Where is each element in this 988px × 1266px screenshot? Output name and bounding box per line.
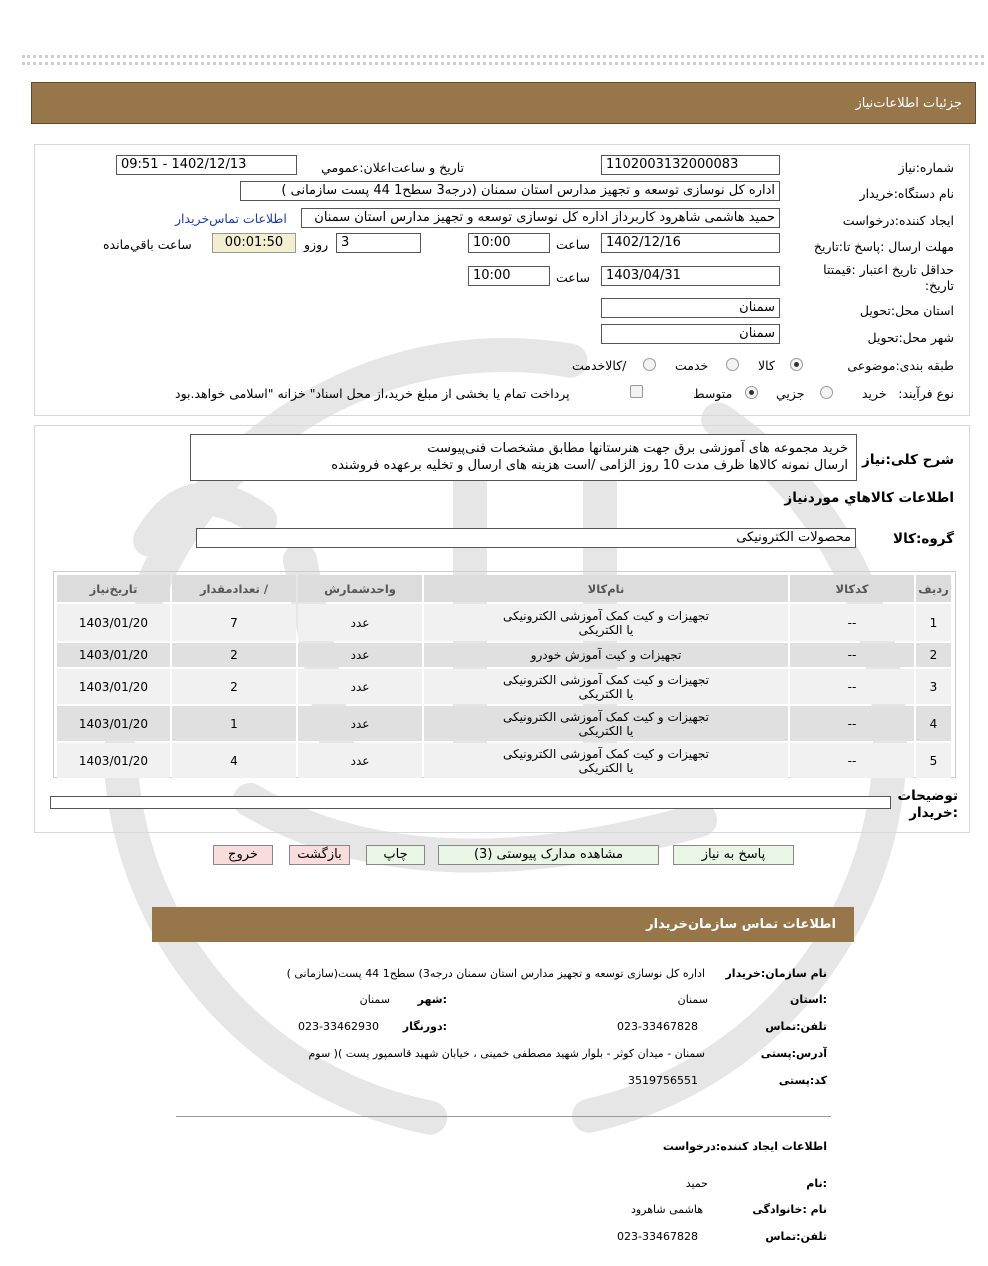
row-unit: عدد <box>350 679 370 694</box>
row-qty: 7 <box>230 615 238 630</box>
table-row <box>57 706 951 741</box>
buyer-field: اداره کل نوسازی توسعه و تجهیز مدارس استان سمنان (درجه3 سطح1 44 پست سازمانی ) <box>240 181 780 201</box>
creator-phone-value: 023-33467828 <box>617 1230 698 1243</box>
treasury-note: پرداخت تمام یا بخشی از مبلغ خرید،از محل اسناد" خزانه "اسلامی خواهد.بود <box>175 386 570 401</box>
province-field: سمنان <box>601 298 780 318</box>
row-index: 1 <box>929 615 938 630</box>
row-qty: 2 <box>230 648 238 662</box>
col-row: ردیف <box>916 575 951 602</box>
row-name-line-1: تجهیزات و کیت کمک آموزشی الکترونیکی <box>503 709 709 724</box>
description-label: شرح کلی:نیاز <box>862 452 954 468</box>
announce-label: تاریخ و ساعت‌اعلان:عمومي <box>321 160 464 175</box>
creator-phone-label: تلفن:تماس <box>765 1230 827 1243</box>
contact-postal-value: 3519756551 <box>628 1074 698 1087</box>
row-name-line-1: تجهیزات و کیت کمک آموزشی الکترونیکی <box>503 672 709 687</box>
row-date: 1403/01/20 <box>78 716 149 731</box>
contact-city-label: :شهر <box>417 993 447 1006</box>
table-row <box>57 669 951 704</box>
contact-address-value: سمنان - میدان کوثر - بلوار شهید مصطفی خمینی ، خیابان شهید قاسمپور پست )( سوم <box>308 1047 705 1060</box>
creator-name-label: :نام <box>806 1177 827 1190</box>
city-label: شهر محل:تحویل <box>867 330 954 345</box>
contact-province-value: سمنان <box>677 993 708 1006</box>
city-field: سمنان <box>601 324 780 344</box>
category-option-service: خدمت <box>675 358 709 373</box>
row-name-line-2: یا الکتریکی <box>578 760 634 775</box>
need-number-field: 1102003132000083 <box>601 155 780 175</box>
row-qty: 2 <box>230 679 238 694</box>
page-header <box>31 82 976 124</box>
row-name-line-2: یا الکتریکی <box>578 686 634 701</box>
days-label: روزو <box>304 237 329 252</box>
category-option-goods-service: /کالاخدمت <box>572 358 627 373</box>
deadline-date-field: 1402/12/16 <box>601 233 780 253</box>
exit-button[interactable]: خروج <box>213 845 273 865</box>
creator-family-label: نام :خانوادگی <box>752 1203 827 1216</box>
contact-fax-value: 023-33462930 <box>298 1020 379 1033</box>
deadline-time-field: 10:00 <box>468 233 550 253</box>
goods-section-label: اطلاعات کالاهاي موردنیاز <box>784 490 954 506</box>
contact-province-label: :استان <box>790 993 827 1006</box>
category-radio-goods-service[interactable] <box>643 358 656 371</box>
row-name-line-1: تجهیزات و کیت آموزش خودرو <box>530 648 682 662</box>
goods-group-field: محصولات الکترونیکی <box>196 528 856 548</box>
creator-name-value: حمید <box>685 1177 708 1190</box>
print-button[interactable]: چاپ <box>366 845 425 865</box>
table-row <box>57 604 951 641</box>
view-documents-button[interactable]: مشاهده مدارک پیوستی (3) <box>438 845 659 865</box>
row-index: 4 <box>929 716 938 731</box>
process-radio-minor[interactable] <box>820 386 833 399</box>
row-unit: عدد <box>350 753 370 768</box>
creator-section-title: اطلاعات ایجاد کننده:درخواست <box>662 1140 827 1153</box>
row-name <box>424 604 788 641</box>
row-unit: عدد <box>350 716 370 731</box>
process-label: نوع فرآیند: <box>898 386 954 401</box>
category-radio-service[interactable] <box>726 358 739 371</box>
category-option-goods: کالا <box>758 358 775 373</box>
row-name-line-2: یا الکتریکی <box>578 622 634 637</box>
contact-city-value: سمنان <box>359 993 390 1006</box>
col-code: کدکالا <box>790 575 914 602</box>
validity-label: حداقل تاریخ اعتبار :قیمتتا تاریخ: <box>823 262 954 293</box>
process-radio-medium[interactable] <box>745 386 758 399</box>
process-option-minor: جزیي <box>776 386 805 401</box>
contact-fax-label: :دورنگار <box>402 1020 447 1033</box>
col-date: تاریخ‌نیاز <box>57 575 170 602</box>
description-line-1: خرید مجموعه های آموزشی برق جهت هنرستانها مطابق مشخصات فنی‌پیوست <box>427 441 848 456</box>
items-table <box>55 573 953 780</box>
row-unit: عدد <box>350 615 370 630</box>
row-name <box>424 643 788 667</box>
creator-label: ایجاد کننده:درخواست <box>842 213 954 228</box>
creator-field: حمید هاشمی شاهرود کاربرداز اداره کل نوسازی توسعه و تجهیز مدارس استان سمنان <box>301 208 780 228</box>
process-buy-label: خرید <box>862 386 887 401</box>
buyer-label: نام دستگاه:خریدار <box>859 186 954 201</box>
contact-divider <box>176 1116 831 1117</box>
buyer-contact-link[interactable]: اطلاعات تماس‌خریدار <box>175 211 287 226</box>
days-field: 3 <box>336 233 421 253</box>
org-value: اداره کل نوسازی توسعه و تجهیز مدارس استان سمنان درجه3) سطح1 44 پست(سازمانی ) <box>286 967 705 980</box>
category-label: طبقه بندی:موضوعی <box>847 358 954 373</box>
need-number-label: شماره:نیاز <box>898 160 954 175</box>
row-date: 1403/01/20 <box>78 753 149 768</box>
creator-family-value: هاشمی شاهرود <box>630 1203 703 1216</box>
process-option-medium: متوسط <box>693 386 733 401</box>
row-code: -- <box>847 648 857 662</box>
province-label: استان محل:تحویل <box>859 303 954 318</box>
validity-time-label: ساعت <box>556 270 591 285</box>
contact-section-header <box>152 907 854 942</box>
row-name <box>424 669 788 704</box>
row-index: 3 <box>929 679 938 694</box>
col-name: نام‌کالا <box>424 575 788 602</box>
category-radio-goods[interactable] <box>790 358 803 371</box>
deadline-time-label: ساعت <box>556 237 591 252</box>
back-button[interactable]: بازگشت <box>289 845 350 865</box>
validity-date-field: 1403/04/31 <box>601 266 780 286</box>
header-title: جزئیات اطلاعات‌نیاز <box>855 96 962 111</box>
validity-time-field: 10:00 <box>468 266 550 286</box>
row-name <box>424 706 788 741</box>
description-line-2: ارسال نمونه کالاها ظرف مدت 10 روز الزامی /است هزینه های ارسال و تخلیه برعهده فروشنده <box>331 458 848 473</box>
buyer-notes-field <box>50 796 891 809</box>
announce-field: 1402/12/13 - 09:51 <box>116 155 297 175</box>
remaining-label: ساعت باقي‌مانده <box>103 237 192 252</box>
contact-phone-label: تلفن:تماس <box>765 1020 827 1033</box>
row-code: -- <box>847 753 857 768</box>
row-index: 5 <box>929 753 938 768</box>
row-code: -- <box>847 615 857 630</box>
items-table-header <box>57 575 951 602</box>
row-date: 1403/01/20 <box>78 648 149 662</box>
contact-address-label: آدرس:پستی <box>760 1047 827 1060</box>
row-qty: 1 <box>230 716 238 731</box>
row-name-line-1: تجهیزات و کیت کمک آموزشی الکترونیکی <box>503 608 709 623</box>
row-index: 2 <box>929 648 938 662</box>
row-date: 1403/01/20 <box>78 615 149 630</box>
reply-button[interactable]: پاسخ به نیاز <box>673 845 794 865</box>
col-qty: / تعدادمقدار <box>172 575 296 602</box>
goods-group-label: گروه:کالا <box>893 531 954 547</box>
org-label: نام سازمان:خریدار <box>725 967 827 980</box>
treasury-checkbox[interactable] <box>630 385 643 398</box>
col-unit: واحدشمارش <box>298 575 422 602</box>
remaining-timer: 00:01:50 <box>212 233 296 253</box>
row-name-line-1: تجهیزات و کیت کمک آموزشی الکترونیکی <box>503 746 709 761</box>
table-row <box>57 743 951 778</box>
row-code: -- <box>847 679 857 694</box>
contact-postal-label: کد:پستی <box>778 1074 827 1087</box>
description-field <box>190 434 857 481</box>
table-row <box>57 643 951 667</box>
row-date: 1403/01/20 <box>78 679 149 694</box>
row-code: -- <box>847 716 857 731</box>
row-unit: عدد <box>350 648 370 662</box>
buyer-notes-label: توضیحات :خریدار <box>897 788 958 821</box>
contact-phone-value: 023-33467828 <box>617 1020 698 1033</box>
deadline-label: مهلت ارسال :پاسخ تا:تاریخ <box>813 239 954 254</box>
contact-section-title: اطلاعات تماس سازمان‌خریدار <box>646 917 836 932</box>
row-name-line-2: یا الکتریکی <box>578 723 634 738</box>
row-qty: 4 <box>230 753 238 768</box>
row-name <box>424 743 788 778</box>
